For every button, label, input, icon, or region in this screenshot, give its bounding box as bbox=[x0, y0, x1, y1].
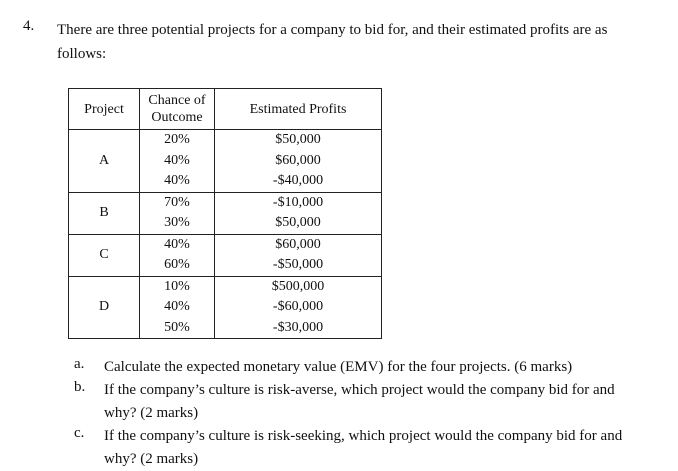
part-a-label: a. bbox=[74, 356, 85, 372]
profit-cell bbox=[215, 130, 382, 193]
chance-cell bbox=[140, 234, 215, 276]
table-row bbox=[69, 276, 382, 339]
part-c-text: If the company’s culture is risk-seeking, which project would the company bid for and why? (2 marks) bbox=[104, 428, 623, 467]
header-profits: Estimated Profits bbox=[215, 89, 382, 130]
part-b-text: If the company’s culture is risk-averse, which project would the company bid for and why? (2 marks) bbox=[104, 382, 615, 421]
project-name-cell: D bbox=[69, 276, 140, 339]
profit-value: -$30,000 bbox=[272, 319, 324, 335]
chance-value: 40% bbox=[164, 299, 190, 314]
chance-value: 70% bbox=[164, 194, 190, 210]
profit-value: -$60,000 bbox=[272, 299, 324, 314]
chance-value: 30% bbox=[164, 215, 190, 230]
chance-value: 50% bbox=[164, 319, 190, 335]
chance-value: 40% bbox=[164, 236, 190, 252]
table-header-row bbox=[69, 89, 382, 130]
chance-cell bbox=[140, 130, 215, 193]
table-body bbox=[69, 130, 382, 339]
profit-value: -$50,000 bbox=[272, 257, 324, 272]
profit-value: $50,000 bbox=[275, 132, 321, 147]
profit-value: $500,000 bbox=[271, 278, 325, 294]
chance-cell bbox=[140, 192, 215, 234]
projects-table bbox=[68, 88, 382, 339]
profit-value: $60,000 bbox=[275, 152, 321, 168]
profit-cell bbox=[215, 234, 382, 276]
chance-value: 40% bbox=[164, 173, 190, 188]
project-name-cell: A bbox=[69, 130, 140, 193]
profit-cell bbox=[215, 276, 382, 339]
question-intro: There are three potential projects for a company to bid for, and their estimated profits are as follows: bbox=[57, 22, 608, 62]
project-name-cell: B bbox=[69, 192, 140, 234]
header-chance: Chance of Outcome bbox=[140, 89, 215, 130]
part-a-text: Calculate the expected monetary value (EMV) for the four projects. (6 marks) bbox=[104, 359, 573, 375]
part-b-label: b. bbox=[74, 379, 86, 395]
question-number: 4. bbox=[23, 18, 35, 34]
chance-value: 20% bbox=[164, 132, 190, 147]
header-project: Project bbox=[69, 89, 140, 130]
profit-value: -$40,000 bbox=[272, 173, 324, 188]
chance-value: 10% bbox=[164, 278, 190, 294]
profit-cell bbox=[215, 192, 382, 234]
chance-value: 40% bbox=[164, 152, 190, 168]
project-name-cell: C bbox=[69, 234, 140, 276]
part-c-label: c. bbox=[74, 425, 85, 441]
profit-value: $60,000 bbox=[275, 236, 321, 252]
table-row bbox=[69, 130, 382, 193]
chance-value: 60% bbox=[164, 257, 190, 272]
profit-value: -$10,000 bbox=[272, 194, 324, 210]
table-row bbox=[69, 192, 382, 234]
table-row bbox=[69, 234, 382, 276]
chance-cell bbox=[140, 276, 215, 339]
profit-value: $50,000 bbox=[275, 215, 321, 230]
